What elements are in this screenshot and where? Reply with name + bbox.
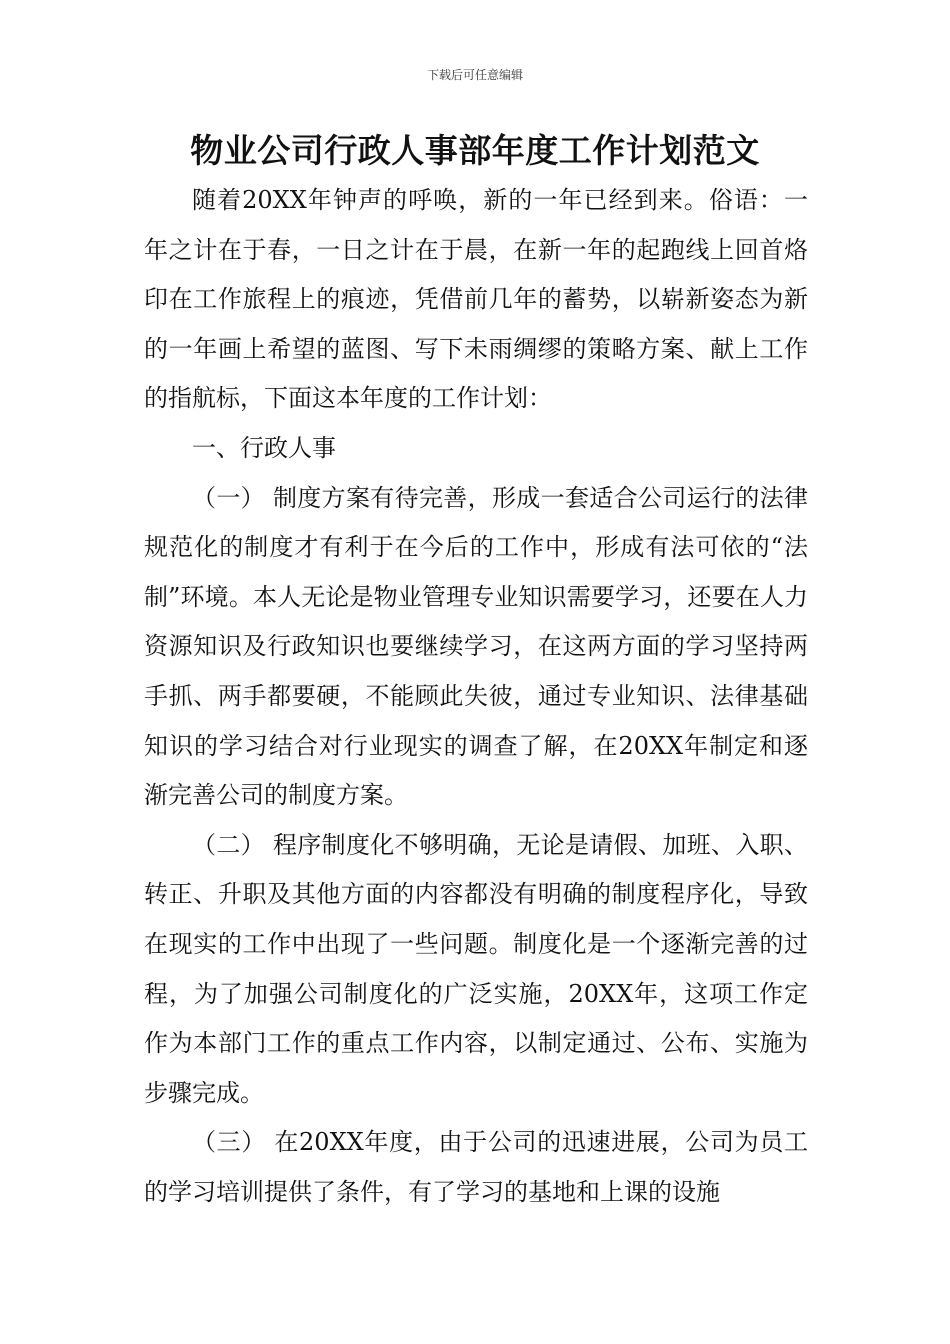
- header-note: 下载后可任意编辑: [426, 68, 523, 82]
- item-paragraph-3: （三） 在20XX年度，由于公司的迅速进展，公司为员工的学习培训提供了条件，有了学习的基地和上课的设施: [144, 1128, 808, 1206]
- item-paragraph-2: （二） 程序制度化不够明确，无论是请假、加班、入职、转正、升职及其他方面的内容都没有明确的制度程序化，导致在现实的工作中出现了一些问题。制度化是一个逐渐完善的过程，为了加强公司制度化的广泛实施，20XX年，这项工作定作为本部门工作的重点工作内容，以制定通过、公布、实施为步骤完成。: [144, 830, 808, 1107]
- document-title: 物业公司行政人事部年度工作计划范文: [190, 131, 760, 170]
- item-paragraph-1: （一） 制度方案有待完善，形成一套适合公司运行的法律规范化的制度才有利于在今后的工作中，形成有法可依的“法制”环境。本人无论是物业管理专业知识需要学习，还要在人力资源知识及行政知识也要继续学习，在这两方面的学习坚持两手抓、两手都要硬，不能顾此失彼，通过专业知识、法律基础知识的学习结合对行业现实的调查了解，在20XX年制定和逐渐完善公司的制度方案。: [144, 483, 808, 810]
- section-heading: 一、行政人事: [192, 433, 336, 462]
- document-body: [144, 176, 808, 1217]
- intro-paragraph: 随着20XX年钟声的呼唤，新的一年已经到来。俗语：一年之计在于春，一日之计在于晨，在新一年的起跑线上回首烙印在工作旅程上的痕迹，凭借前几年的蓄势，以崭新姿态为新的一年画上希望的蓝图、写下未雨绸缪的策略方案、献上工作的指航标，下面这本年度的工作计划：: [144, 186, 808, 413]
